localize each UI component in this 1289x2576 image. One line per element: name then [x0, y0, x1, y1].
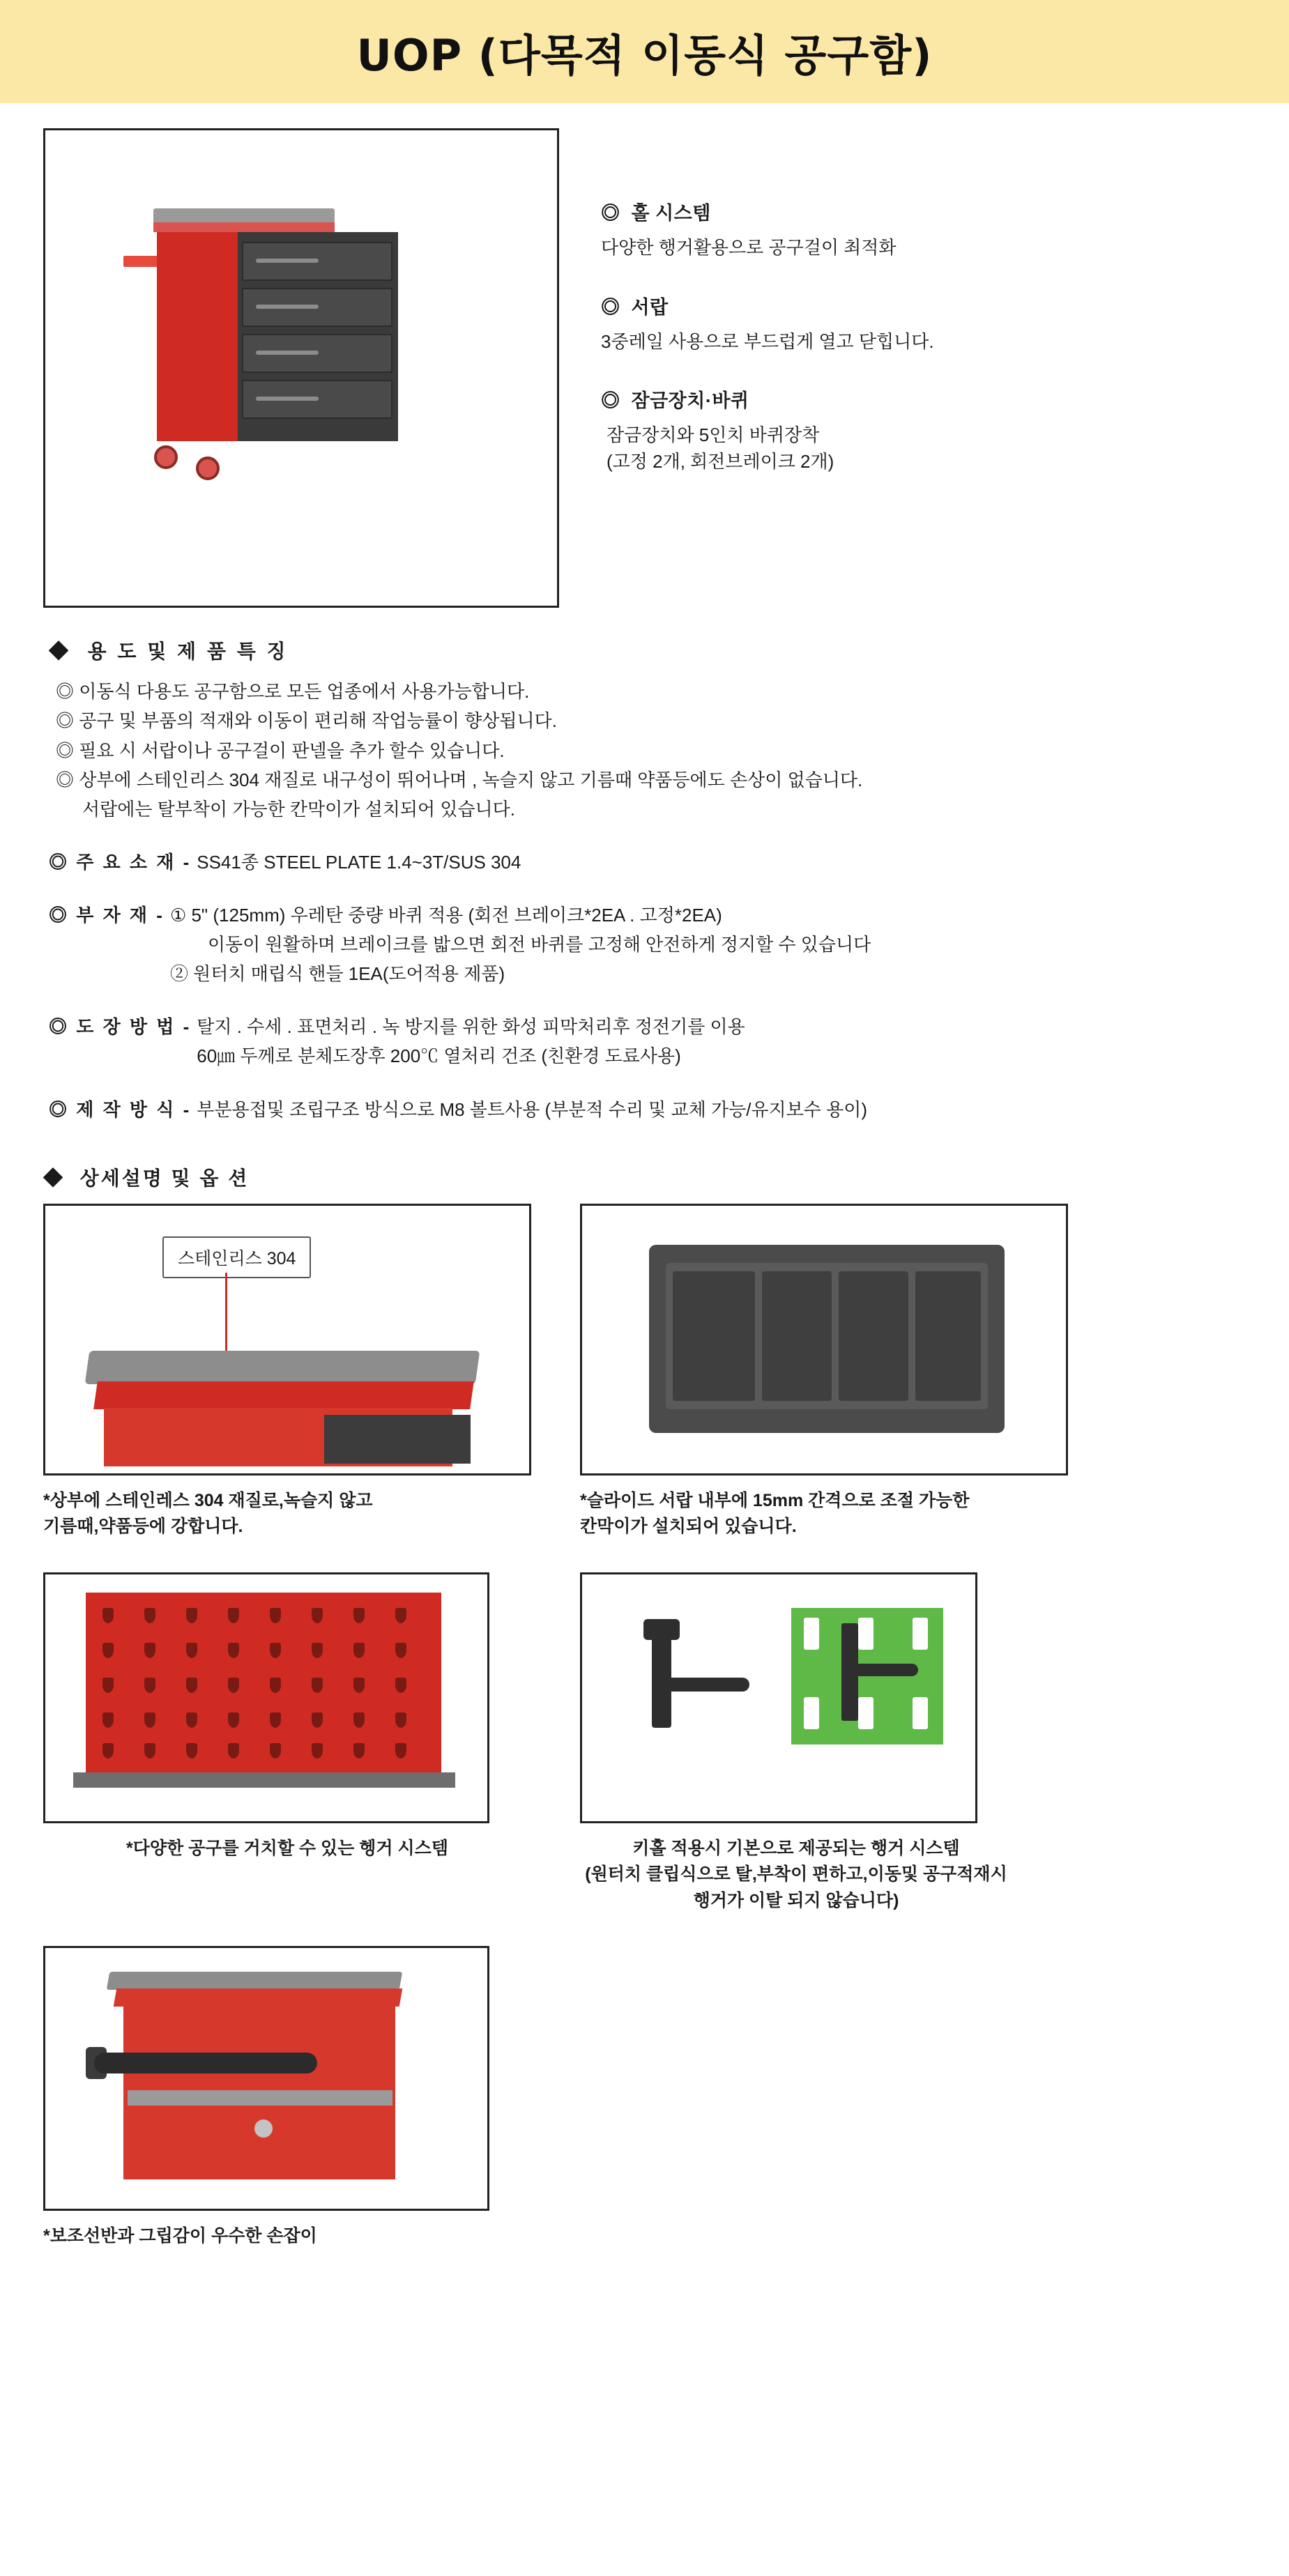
drawer-handle-icon: [256, 305, 319, 309]
cabinet-top-plate: [153, 208, 335, 224]
detail-caption-line: 기름때,약품등에 강합니다.: [43, 1517, 243, 1537]
page-header: [0, 0, 1289, 103]
clip-icon: [804, 1618, 819, 1650]
usage-heading-marker: ◆: [49, 641, 72, 662]
drawer-divider-photo: [580, 1204, 1068, 1475]
callout-arrow-icon: [225, 1273, 227, 1362]
detail-caption: [43, 1836, 531, 1862]
detail-caption-line: *슬라이드 서랍 내부에 15mm 간격으로 조절 가능한: [580, 1490, 970, 1510]
cabinet-drawer: [242, 334, 392, 373]
cabinet-drawer: [242, 288, 392, 327]
feature-marker: ◎: [601, 203, 620, 224]
stainless-callout-label: 스테인리스 304: [162, 1236, 311, 1278]
detail-caption: [43, 2223, 531, 2250]
clip-icon: [858, 1618, 874, 1650]
usage-bullet: ◎ 공구 및 부품의 적재와 이동이 편리해 작업능률이 향상됩니다.: [56, 710, 557, 732]
feature-marker: ◎: [601, 390, 620, 412]
spec-value-line: ① 5" (125mm) 우레탄 중량 바퀴 적용 (회전 브레이크*2EA . 고정*2EA): [169, 905, 722, 926]
spec-label: [49, 1012, 191, 1071]
page-title: UOP (다목적 이동식 공구함): [356, 29, 933, 81]
divider-cell: [839, 1271, 908, 1401]
detail-item-pegboard: [43, 1572, 531, 1915]
cabinet-top-rim: [153, 222, 335, 232]
cabinet-top-plate: [107, 1972, 403, 1990]
detail-caption-line: *다양한 공구를 거치할 수 있는 헹거 시스템: [126, 1838, 448, 1858]
detail-row: [43, 1204, 1289, 1540]
feature-title: [601, 385, 1289, 413]
spec-value-line: 탈지 . 수세 . 표면처리 . 녹 방지를 위한 화성 피막처리후 정전기를 이용: [197, 1016, 745, 1038]
detail-item-hanger-system: [580, 1572, 1012, 1915]
spec-label-text: 도 장 방 법 -: [76, 1016, 192, 1038]
detail-caption-line: *상부에 스테인레스 304 재질로,녹슬지 않고: [43, 1490, 373, 1510]
spec-marker: ◎: [49, 1098, 70, 1120]
caster-wheel-icon: [196, 457, 220, 480]
cabinet-drawer: [324, 1415, 471, 1464]
detail-caption-line: 칸막이가 설치되어 있습니다.: [580, 1517, 797, 1537]
spec-row-material: [49, 848, 1289, 877]
spec-value-line: ② 원터치 매립식 핸들 1EA(도어적용 제품): [169, 963, 505, 985]
feature-desc: 3중레일 사용으로 부드럽게 열고 닫힙니다.: [601, 330, 934, 352]
spec-value-line: 60㎛ 두께로 분체도장후 200℃ 열처리 건조 (친환경 도료사용): [197, 1045, 681, 1067]
clip-icon: [913, 1618, 928, 1650]
detail-caption: [580, 1488, 1068, 1540]
top-section: [0, 103, 1289, 608]
spec-marker: ◎: [49, 905, 70, 926]
spec-marker: ◎: [49, 1016, 70, 1038]
spec-label: [49, 900, 165, 988]
top-feature-list: [559, 128, 1289, 608]
cabinet-top-rim: [93, 1381, 474, 1409]
pegboard-panel: [86, 1593, 441, 1772]
spec-value: [197, 848, 521, 877]
product-main-photo: [43, 128, 559, 608]
spec-marker: ◎: [49, 851, 70, 873]
page-bottom-spacer: [0, 2268, 1289, 2317]
spec-value-line: 부분용접및 조립구조 방식으로 M8 볼트사용 (부분적 수리 및 교체 가능/유지보수 용이): [197, 1098, 868, 1120]
pegboard-photo: [43, 1572, 489, 1823]
feature-hole-system: [601, 198, 1289, 261]
detail-item-handle-shelf: [43, 1946, 531, 2250]
pegboard-base: [73, 1772, 455, 1788]
clip-icon: [804, 1697, 819, 1729]
auxiliary-shelf: [128, 2090, 392, 2106]
drawer-tray-inner: [666, 1263, 988, 1409]
usage-bullet: ◎ 필요 시 서랍이나 공구걸이 판넬을 추가 할수 있습니다.: [56, 739, 505, 761]
drawer-handle-icon: [256, 351, 319, 355]
feature-desc: 다양한 행거활용으로 공구걸이 최적화: [601, 237, 897, 258]
detail-grid: [0, 1204, 1289, 2250]
spec-section: [0, 608, 1289, 1124]
detail-caption-line: 키홀 적용시 기본으로 제공되는 행거 시스템: [632, 1838, 960, 1858]
stainless-plate: [85, 1351, 480, 1384]
hanger-vertical-bar: [652, 1623, 671, 1728]
handle-shelf-photo: [43, 1946, 489, 2211]
grip-handle: [94, 2053, 317, 2073]
usage-bullet-sub: 서랍에는 탈부착이 가능한 칸막이가 설치되어 있습니다.: [82, 798, 516, 820]
cabinet-drawer: [242, 380, 392, 419]
detail-item-stainless-top: [43, 1204, 531, 1540]
detail-caption-line: (원터치 클립식으로 탈,부착이 편하고,이동및 공구적재시: [585, 1864, 1007, 1885]
feature-title-text: 서랍: [631, 296, 669, 318]
feature-title: [601, 198, 1289, 225]
cabinet-red-body: [157, 232, 241, 441]
feature-lock-wheel: [601, 385, 1289, 475]
feature-drawer: [601, 292, 1289, 355]
tool-cabinet-illustration: [115, 172, 443, 521]
divider-cell: [915, 1271, 981, 1401]
feature-marker: ◎: [601, 296, 620, 318]
hanger-horizontal-bar: [652, 1678, 749, 1692]
spec-row-manufacture: [49, 1095, 1289, 1124]
drawer-tray: [649, 1245, 1005, 1433]
cabinet-top-rim: [114, 1988, 403, 2007]
hanger-system-photo: [580, 1572, 977, 1823]
usage-bullet: ◎ 이동식 다용도 공구함으로 모든 업종에서 사용가능합니다.: [56, 681, 530, 703]
shelf-knob-icon: [254, 2119, 273, 2138]
cabinet-drawer-stack: [238, 232, 398, 441]
detail-caption: [580, 1836, 1012, 1915]
detail-heading: [0, 1124, 1289, 1204]
spec-value-line: 이동이 원활하며 브레이크를 밟으면 회전 바퀴를 고정해 안전하게 정지할 수 있습니다: [207, 934, 871, 956]
detail-caption-line: 행거가 이탈 되지 않습니다): [693, 1890, 899, 1910]
detail-row: [43, 1946, 1289, 2250]
feature-title-text: 홀 시스템: [631, 203, 711, 224]
divider-cell: [673, 1271, 755, 1401]
spec-label-text: 부 자 재 -: [76, 905, 165, 926]
spec-value: [197, 1095, 867, 1124]
spec-value: [170, 900, 871, 988]
detail-caption-line: *보조선반과 그립감이 우수한 손잡이: [43, 2226, 317, 2246]
detail-row: [43, 1572, 1289, 1915]
drawer-handle-icon: [256, 397, 319, 401]
usage-bullet: ◎ 상부에 스테인리스 304 재질로 내구성이 뛰어나며 , 녹슬지 않고 기름때 약품등에도 손상이 없습니다.: [56, 769, 863, 790]
green-background-panel: [791, 1608, 943, 1745]
cabinet-drawer: [242, 242, 392, 281]
divider-cell: [762, 1271, 832, 1401]
feature-title: [601, 292, 1289, 319]
detail-heading-marker: ◆: [43, 1167, 66, 1189]
clip-icon: [858, 1697, 874, 1729]
spec-label: [49, 848, 191, 877]
stainless-top-photo: [43, 1204, 531, 1475]
caster-wheel-icon: [154, 445, 178, 469]
spec-label-text: 주 요 소 재 -: [76, 851, 192, 873]
spec-label-text: 제 작 방 식 -: [76, 1098, 192, 1120]
detail-caption: [43, 1488, 531, 1540]
usage-heading: [49, 636, 1289, 667]
feature-desc: (고정 2개, 회전브레이크 2개): [607, 451, 834, 473]
drawer-handle-icon: [256, 259, 319, 263]
feature-desc: 잠금장치와 5인치 바퀴장착: [607, 424, 820, 446]
usage-heading-text: 용 도 및 제 품 특 징: [87, 641, 289, 662]
spec-row-subparts: [49, 900, 1289, 988]
detail-heading-text: 상세설명 및 옵 션: [79, 1167, 250, 1189]
feature-title-text: 잠금장치·바퀴: [631, 390, 749, 412]
clip-icon: [913, 1697, 928, 1729]
detail-item-drawer-divider: [580, 1204, 1068, 1540]
hanger-horizontal-bar: [841, 1664, 918, 1676]
spec-value-line: SS41종 STEEL PLATE 1.4~3T/SUS 304: [197, 851, 521, 873]
spec-label: [49, 1095, 191, 1124]
spec-value: [197, 1012, 745, 1071]
spec-row-coating: [49, 1012, 1289, 1071]
